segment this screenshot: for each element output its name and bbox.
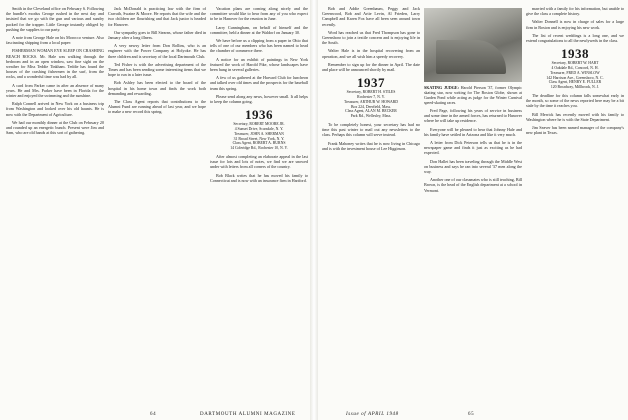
right-column-2	[424, 6, 522, 196]
class-address: 4 Sunset Drive, Scarsdale, N. Y.	[234, 127, 284, 132]
right-column-3	[526, 6, 624, 138]
caption-text: Harold Pierson '37, former Olympic skating star, now writing for The Boston Globe, shown at Garden Pond while acting as judge for the Winter Carnival speed-skating races.	[424, 85, 522, 105]
paragraph: Our sympathy goes to Bill Stearns, whose father died in January after a long illness.	[108, 29, 206, 41]
paragraph: We had our monthly dinner at the Club on February 20 and rounded up an energetic bunch. Present were Jim and Sam, who are old hands at this sort of gathering.	[6, 119, 104, 136]
paragraph: Don Hallet has been traveling through the Middle West on business and says he ran into several '37 men along the way.	[424, 158, 522, 175]
right-column-1	[322, 6, 420, 154]
paragraph: Ted Fisher is with the advertising department of the Times and has been sending some interesting items that we hope to run in a later issue.	[108, 61, 206, 78]
class-treasurer-address: Box 224, Deerfield, Mass.	[350, 104, 392, 109]
class-agent: Class Agent, ROBERT A. BURNS	[232, 141, 286, 146]
paragraph: We have before us a clipping from a paper in Ohio that tells of one of our members who has been named to head the chamber of commerce there.	[210, 38, 308, 54]
paragraph: A very newsy letter from Don Rollins, who is an engineer with the Power Company at Holyoke. He has three children and is secretary of the local Dartmouth Club.	[108, 43, 206, 59]
paragraph: Fred Page, following his years of service in business and some time in the armed forces, has returned to Hanover where he will take up residence.	[424, 108, 522, 124]
paragraph: Remember to sign up for the dinner in April. The date and place will be announced shortly by mail.	[322, 61, 420, 73]
paragraph: Smith in the Cleveland office on February 6. Following the bundle's exodus George rushed in the next day and insisted that we go with the gun and various and sundry packed for the trapper. Little George instantly obliged by pushing the supplies to our party.	[6, 6, 104, 32]
page-number: 65	[468, 412, 475, 417]
class-secretary: Secretary, ROBERT MOORE JR.	[233, 122, 285, 127]
class-1938-heading	[526, 47, 624, 90]
photo-caption	[424, 85, 522, 105]
paragraph: Everyone will be pleased to hear that Johnny Hale and his family have settled in Arizona and like it very much.	[424, 126, 522, 137]
paragraph: Ralph Connell arrived in New York on a business trip from Washington and looked over his old haunts. He is now with the Department of Agriculture.	[6, 101, 104, 117]
issue-line: Issue of APRIL 1948	[346, 412, 399, 417]
class-year: 1938	[561, 46, 589, 62]
paragraph: A card from Parker came in after an absence of many years. He and Mrs. Parker have been in Florida for the winter and enjoyed the swimming and the sunshine.	[6, 82, 104, 99]
paragraph: The list of recent weddings is a long one, and we extend congratulations to all the newlyweds in the class.	[526, 32, 624, 44]
paragraph: Larry Cunningham, on behalf of himself and the committee, held a dinner at the Waldorf on January 30.	[210, 24, 308, 35]
class-1937-heading	[322, 76, 420, 119]
paragraph: Vacation plans are coming along nicely and the committee would like to hear from any of you who expect to be in Hanover for the reunion in June.	[210, 6, 308, 22]
class-treasurer-address: 142 Harrison Ave., Greensboro, N. C.	[546, 75, 604, 80]
class-address: 4 Oakdale Rd., Concord, N. H.	[551, 66, 599, 71]
class-secretary: Secretary, ROBERT H. STILES	[346, 90, 396, 95]
paragraph: After almost completing an elaborate appeal in the last issue for lots and lots of notes, we find we are snowed under with letters from all corners of the country.	[210, 154, 308, 170]
paragraph: Walter Donnell is now in charge of sales for a large firm in Boston and is enjoying his new work.	[526, 19, 624, 30]
paragraph: Bob and Addie Greenbaum, Peggy and Jack Greenwood, Bob and Artie Levin, Al Frieden, Larry Campbell and Karen Fox have all been seen around town recently.	[322, 6, 420, 27]
class-treasurer: Treasurer, FRED A. WINSLOW	[550, 70, 600, 75]
paragraph: FISHERMAN WOMAN EYE SLEEP ON CRASHING BEACH ROCKS. Mr. Hale was walking through the bedroom and in an open window, saw fine sight on the weather for Miss Teddie Tinkham. Teddie has found the houses of the crashing fishermen in the surf, from the rocks, and a wonderful time was had by all.	[6, 48, 104, 80]
left-page	[0, 0, 310, 420]
paragraph: Please send along any news, however small. It all helps to keep the column going.	[210, 93, 308, 105]
paragraph: A note from George Hale on his Morocco venture. Also fascinating shipping from a local paper:	[6, 35, 104, 46]
class-1936-heading	[210, 108, 308, 151]
paragraph: A letter from Dick Peterson tells us that he is in the newspaper game and finds it just as exciting as he had expected.	[424, 140, 522, 156]
magazine-title: DARTMOUTH ALUMNI MAGAZINE	[200, 412, 296, 417]
left-column-1	[6, 6, 104, 138]
paragraph: A notice for an exhibit of paintings in New York featured the work of Harold Pike, whose landscapes have been hung in several galleries.	[210, 56, 308, 73]
paragraph: The Class Agent reports that contributions to the Alumni Fund are running ahead of last year, and we hope to make a new record this spring.	[108, 99, 206, 115]
class-treasurer: Treasurer, JOHN A. SHERMAN	[234, 131, 284, 136]
paragraph: Bob Ashley has been elected to the board of the hospital in his home town and finds the work both demanding and rewarding.	[108, 80, 206, 96]
class-treasurer-address: 31 Broad Street, New York, N. Y.	[233, 136, 285, 141]
class-year: 1937	[357, 75, 385, 91]
paragraph: married with a family for his information, but unable to give the class a complete history.	[526, 6, 624, 17]
paragraph: Jack McDonald is practicing law with the firm of Cravath, Swaine & Moore. He reports that the wife and the two children are flourishing and that Jack junior is headed for Hanover.	[108, 6, 206, 27]
paragraph: The deadline for this column falls somewhat early in the month, so some of the news reported here may be a bit stale by the time it reaches you.	[526, 93, 624, 109]
paragraph: Frank Mahoney writes that he is now living in Chicago and is with the investment house of Lee Higginson.	[322, 140, 420, 151]
class-agent: Class Agent, ALAN M. BECKER	[345, 109, 397, 114]
class-agent: Class Agent, HENRY E. FULLER	[548, 80, 602, 85]
left-column-3	[210, 6, 308, 186]
paragraph: Bob Black writes that he has moved his family to Connecticut and is now with an insurance firm in Hartford.	[210, 172, 308, 183]
class-treasurer: Treasurer, ARTHUR W. HOWARD	[343, 99, 398, 104]
left-column-2	[108, 6, 206, 118]
class-year: 1936	[245, 107, 273, 123]
class-agent-address: 120 Broadway, Millbrook, N. J.	[550, 85, 600, 90]
paragraph: Word has reached us that Fred Thompson has gone to Greensboro to join a textile concern and is enjoying life in the South.	[322, 29, 420, 46]
paragraph: Bill Merrick has recently moved with his family to Washington where he is with the State Department.	[526, 111, 624, 122]
class-agent-address: Park Rd., Wellesley, Mass.	[350, 114, 392, 119]
paragraph: To be completely honest, your secretary has had no time this past winter to mail out any newsletters to the class. Perhaps this column will serve instead.	[322, 122, 420, 138]
class-secretary: Secretary, ROBERT W. HART	[551, 61, 599, 66]
paragraph: Another one of our classmates who is still teaching, Bill Brown, is the head of the English department at a school in Vermont.	[424, 177, 522, 193]
skating-photo	[424, 8, 522, 82]
spine-gutter	[310, 0, 318, 420]
page-number: 64	[150, 412, 157, 417]
right-page	[318, 0, 628, 420]
paragraph: A few of us gathered at the Harvard Club for luncheon and talked over old times and the prospects for the baseball team this spring.	[210, 75, 308, 91]
paragraph: Jim Seaver has been named manager of the company's new plant in Texas.	[526, 125, 624, 136]
caption-title: SKATING JUDGE:	[424, 85, 459, 90]
class-address: Rochester 7, N. Y.	[357, 95, 385, 100]
class-agent-address: 14 Coleridge Rd., Rochester 10, N. Y.	[230, 146, 288, 151]
paragraph: Walter Hale is in the hospital recovering from an operation, and we all wish him a speedy recovery.	[322, 48, 420, 59]
